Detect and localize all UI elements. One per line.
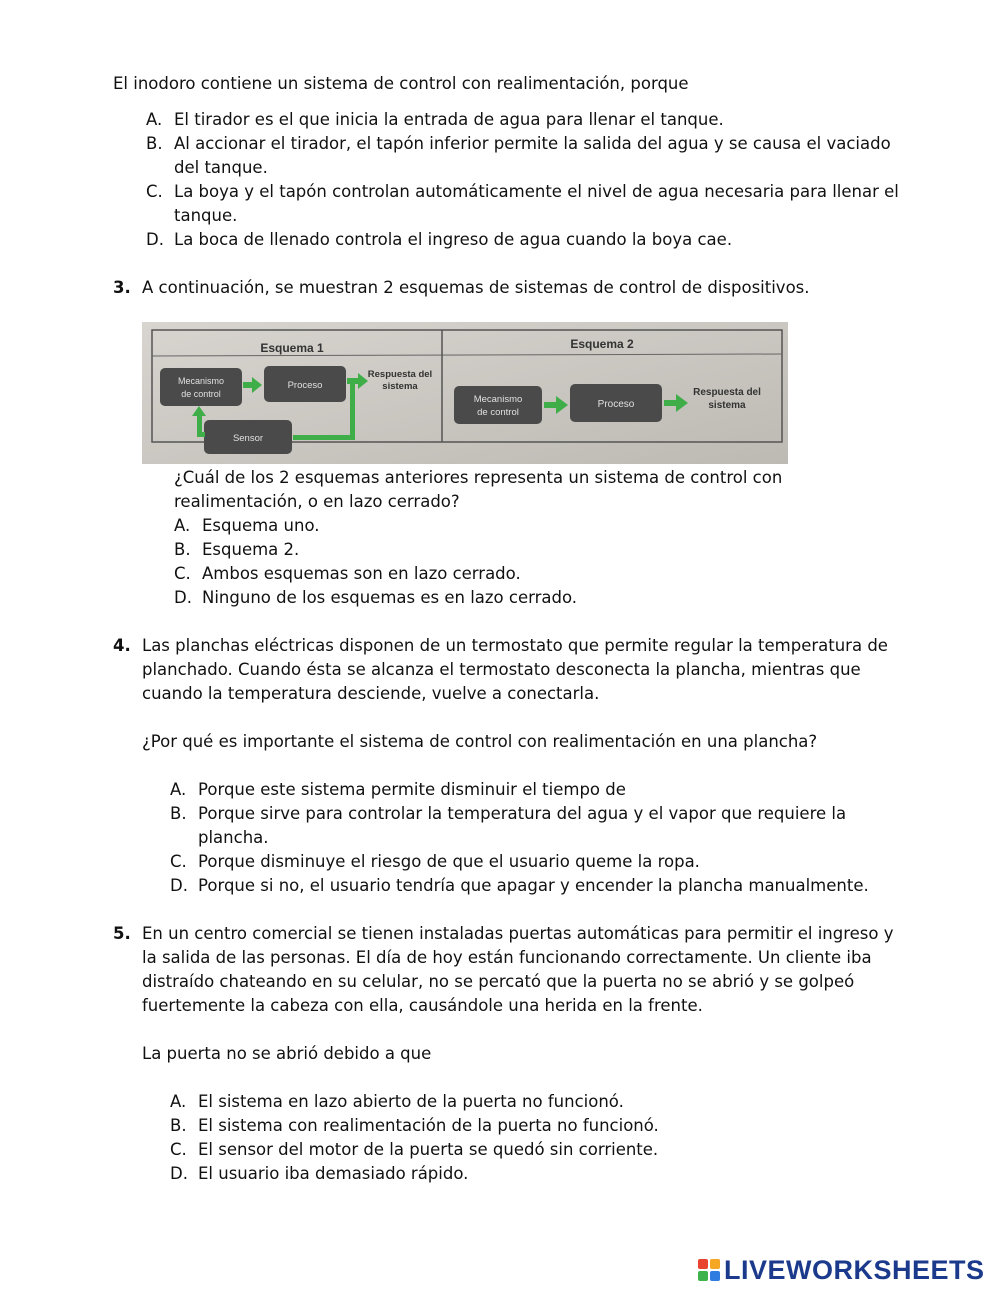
svg-text:Proceso: Proceso: [287, 380, 323, 391]
svg-text:Respuesta del: Respuesta del: [367, 369, 433, 380]
control-schemes-diagram: [142, 322, 788, 464]
q5-option-d[interactable]: D. El usuario iba demasiado rápido.: [170, 1164, 469, 1183]
q3-option-a[interactable]: A. Esquema uno.: [174, 516, 320, 535]
q5-option-c[interactable]: C. El sensor del motor de la puerta se quedó sin corriente.: [170, 1140, 659, 1159]
q4-option-b-cont: plancha.: [198, 828, 269, 847]
q3-question-line2: realimentación, o en lazo cerrado?: [174, 492, 460, 511]
q2-option-d[interactable]: D. La boca de llenado controla el ingreso de agua cuando la boya cae.: [146, 230, 733, 249]
q5-option-b[interactable]: B. El sistema con realimentación de la puerta no funcionó.: [170, 1116, 659, 1135]
svg-text:Mecanismo: Mecanismo: [177, 376, 225, 386]
q4-option-b[interactable]: B. Porque sirve para controlar la temperatura del agua y el vapor que requiere la: [170, 804, 847, 823]
q3-option-d[interactable]: D. Ninguno de los esquemas es en lazo cerrado.: [174, 588, 578, 607]
liveworksheets-logo[interactable]: [698, 1254, 985, 1286]
q2-option-a[interactable]: A. El tirador es el que inicia la entrada de agua para llenar el tanque.: [146, 110, 724, 129]
logo-block: [710, 1271, 720, 1281]
q4-stem-line1: Las planchas eléctricas disponen de un termostato que permite regular la temperatura de: [142, 636, 888, 655]
q4-number: 4.: [113, 636, 131, 655]
svg-text:sistema: sistema: [708, 400, 746, 411]
q5-stem-line1: En un centro comercial se tienen instaladas puertas automáticas para permitir el ingreso y: [142, 924, 894, 943]
q4-option-a[interactable]: A. Porque este sistema permite disminuir el tiempo de: [170, 780, 626, 799]
logo-block: [698, 1259, 708, 1269]
q2-option-c[interactable]: C. La boya y el tapón controlan automáticamente el nivel de agua necesaria para llenar el: [146, 182, 899, 201]
q2-option-b[interactable]: B. Al accionar el tirador, el tapón inferior permite la salida del agua y se causa el vaciado: [146, 134, 891, 153]
schema1-title: Esquema 1: [260, 341, 324, 355]
svg-text:de control: de control: [181, 389, 221, 399]
svg-text:de control: de control: [477, 407, 519, 418]
q5-stem-line2: la salida de las personas. El día de hoy están funcionando correctamente. Un cliente iba: [142, 948, 872, 967]
svg-text:Mecanismo: Mecanismo: [473, 394, 523, 405]
svg-text:sistema: sistema: [382, 381, 418, 392]
logo-block: [698, 1271, 708, 1281]
logo-block: [710, 1259, 720, 1269]
q3-option-c[interactable]: C. Ambos esquemas son en lazo cerrado.: [174, 564, 521, 583]
q4-stem-line3: cuando la temperatura desciende, vuelve a conectarla.: [142, 684, 600, 703]
q5-option-a[interactable]: A. El sistema en lazo abierto de la puerta no funcionó.: [170, 1092, 624, 1111]
q2-option-c-cont: tanque.: [174, 206, 238, 225]
svg-text:Sensor: Sensor: [232, 433, 264, 444]
q4-option-c[interactable]: C. Porque disminuye el riesgo de que el usuario queme la ropa.: [170, 852, 700, 871]
q2-option-b-cont: del tanque.: [174, 158, 268, 177]
q3-number: 3.: [113, 278, 131, 297]
svg-text:Proceso: Proceso: [597, 399, 635, 410]
q4-option-d[interactable]: D. Porque si no, el usuario tendría que apagar y encender la plancha manualmente.: [170, 876, 869, 895]
q3-option-b[interactable]: B. Esquema 2.: [174, 540, 300, 559]
brand-name: LIVEWORKSHEETS: [724, 1254, 985, 1285]
q5-question: La puerta no se abrió debido a que: [142, 1044, 432, 1063]
schema2-mechanism-box: [454, 386, 542, 424]
q3-stem: A continuación, se muestran 2 esquemas de sistemas de control de dispositivos.: [142, 278, 810, 297]
q4-stem-line2: planchado. Cuando ésta se alcanza el termostato desconecta la plancha, mientras que: [142, 660, 861, 679]
q5-stem-line4: fuertemente la cabeza con ella, causándole una herida en la frente.: [142, 996, 703, 1015]
q3-question-line1: ¿Cuál de los 2 esquemas anteriores representa un sistema de control con: [174, 468, 783, 487]
svg-text:Respuesta del: Respuesta del: [693, 387, 761, 398]
q5-number: 5.: [113, 924, 131, 943]
logo-blocks-icon: [698, 1259, 720, 1281]
schema2-title: Esquema 2: [570, 337, 634, 351]
schema1-mechanism-box: [160, 368, 242, 406]
q4-question: ¿Por qué es importante el sistema de control con realimentación en una plancha?: [142, 732, 818, 751]
q2-stem: El inodoro contiene un sistema de control con realimentación, porque: [113, 74, 689, 93]
q5-stem-line3: distraído chateando en su celular, no se percató que la puerta no se abrió y se golpeó: [142, 972, 855, 991]
